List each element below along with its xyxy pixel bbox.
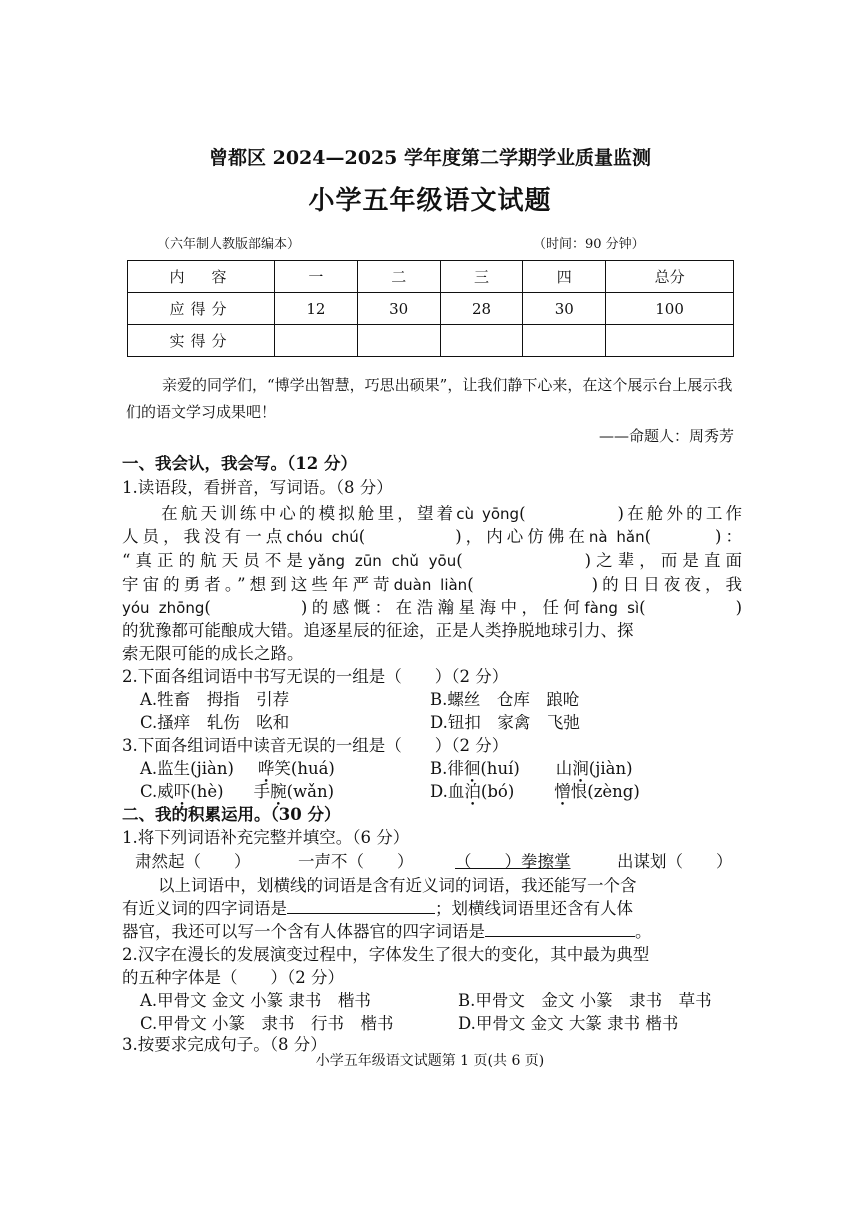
dotted-char: 腕 [270, 782, 287, 801]
score-col-2: 二 [357, 261, 440, 293]
option-d[interactable]: D.甲骨文 金文 大篆 隶书 楷书 [458, 1014, 679, 1033]
option-text: 山 [555, 759, 573, 778]
option-a[interactable]: A.牲畜 拇指 引荐 [140, 690, 290, 709]
passage-text: 之辈，而是直面 [591, 551, 743, 570]
dotted-char: 憎 [554, 782, 571, 801]
max-score-2: 30 [357, 293, 440, 325]
q2-1-text-2 [122, 895, 742, 919]
idiom-blank: （ ） [455, 852, 521, 871]
page-footer: 小学五年级语文试题第 1 页(共 6 页) [315, 1053, 545, 1069]
actual-score-total[interactable] [606, 325, 734, 357]
q1-3-title: 3.下面各组词语中读音无误的一组是（ ）（2 分） [122, 736, 509, 755]
score-table-row [128, 293, 734, 325]
section-1-title: 一、我会认，我会写。（12 分） [122, 454, 357, 473]
max-score-3: 28 [440, 293, 523, 325]
option-a[interactable]: A.甲骨文 金文 小篆 隶书 楷书 [140, 991, 371, 1010]
passage-text: 人员，我没有一点 [122, 527, 287, 546]
actual-score-1[interactable] [275, 325, 358, 357]
row-label-actual: 实得分 [128, 325, 275, 357]
pinyin: fàng sì [584, 599, 640, 617]
q2-2-title-1: 2.汉字在漫长的发展演变过程中，字体发生了很大的变化，其中最为典型 [122, 945, 650, 964]
exam-subtitle: 小学五年级语文试题 [308, 186, 552, 216]
dotted-char: 泊 [464, 782, 481, 801]
passage-text: 宇宙的勇者。”想到这些年严苛 [122, 575, 394, 594]
passage-line-1: 在航天训练中心的模拟舱里，望着cù yōng( )在舱外的工作 [158, 504, 743, 523]
intro-text: 亲爱的同学们，“博学出智慧，巧思出硕果”，让我们静下心来，在这个展示台上展示我们的语文学习成果吧！ [126, 376, 733, 421]
actual-score-2[interactable] [357, 325, 440, 357]
max-score-4: 30 [523, 293, 606, 325]
max-score-1: 12 [275, 293, 358, 325]
option-text: (jiàn) [588, 759, 633, 778]
score-table-row [128, 325, 734, 357]
q2-1-text: 有近义词的四字词语是 [122, 899, 287, 918]
option-b[interactable] [430, 755, 633, 779]
dotted-char: 涧 [572, 759, 589, 778]
option-d[interactable]: D.钮扣 家禽 飞弛 [430, 713, 580, 732]
option-b[interactable]: B.甲骨文 金文 小篆 隶书 草书 [458, 991, 712, 1010]
score-table-header-row [128, 261, 734, 293]
passage-line-2: 人员，我没有一点chóu chú( )，内心仿佛在nà hǎn( )： [122, 527, 743, 546]
option-text: A.监 [140, 759, 174, 778]
q1-2-title: 2.下面各组词语中书写无误的一组是（ ）（2 分） [122, 667, 509, 686]
answer-line[interactable] [287, 897, 435, 914]
option-text: 笑(huá) [274, 759, 335, 778]
pinyin: cù yōng [456, 505, 520, 523]
passage-line-3: “真正的航天员不是yǎng zūn chǔ yōu( )之辈，而是直面 [122, 551, 743, 570]
score-col-label: 内 容 [128, 261, 275, 293]
passage-text: “真正的航天员不是 [122, 551, 308, 570]
q2-1-text-3 [122, 918, 742, 942]
author-credit: ——命题人：周秀芳 [598, 427, 734, 445]
score-col-3: 三 [440, 261, 523, 293]
dotted-char: 徊 [463, 759, 481, 778]
passage-line-6: 的犹豫都可能酿成大错。追逐星辰的征途，正是人类挣脱地球引力、探 [122, 621, 634, 640]
option-d[interactable] [430, 778, 640, 802]
passage-text: ，内心仿佛在 [461, 527, 589, 546]
passage-line-7: 索无限可能的成长之路。 [122, 644, 304, 663]
q2-2-title-2: 的五种字体是（ ）（2 分） [122, 968, 344, 987]
option-a[interactable] [140, 755, 335, 779]
option-text: (huí) [480, 759, 520, 778]
passage-line-5: yóu zhōng( )的感慨：在浩瀚星海中，任何fàng sì( ) [122, 598, 742, 617]
option-text: 生(jiàn) [173, 759, 234, 778]
option-text: B.徘 [430, 759, 464, 778]
option-text: (wǎn) [286, 782, 335, 801]
option-text: C.威 [140, 782, 174, 801]
idiom-text: 拳擦掌 [521, 852, 571, 871]
passage-line-4: 宇宙的勇者。”想到这些年严苛duàn liàn( )的日日夜夜，我 [122, 575, 743, 594]
pinyin: chóu chú [286, 528, 359, 546]
option-b[interactable]: B.螺丝 仓库 踉呛 [430, 690, 580, 709]
edition-note: （六年制人教版部编本） [157, 237, 301, 252]
pinyin: nà hǎn [588, 528, 645, 546]
q2-1-text-1: 以上词语中，划横线的词语是含有近义词的词语，我还能写一个含 [158, 876, 637, 895]
q2-1-text: ；划横线词语里还含有人体 [435, 899, 633, 918]
pinyin: yóu zhōng [122, 599, 205, 617]
passage-text: 的日日夜夜，我 [598, 575, 743, 594]
option-text: (bó) [480, 782, 515, 801]
pinyin: duàn liàn [393, 576, 468, 594]
dotted-char: 吓 [173, 782, 191, 801]
exam-title: 曾都区 2024—2025 学年度第二学期学业质量监测 [209, 147, 651, 169]
option-text: 恨(zèng) [570, 782, 640, 801]
q1-1-title: 1.读语段，看拼音，写词语。（8 分） [122, 478, 393, 497]
time-limit: （时间：90 分钟） [533, 237, 645, 252]
max-score-total: 100 [606, 293, 734, 325]
idiom-fill-1[interactable]: 肃然起（ ） [135, 852, 251, 871]
q2-3-title: 3.按要求完成句子。（8 分） [122, 1035, 327, 1054]
pinyin: yǎng zūn chǔ yōu [307, 552, 457, 570]
idiom-fill-3[interactable] [455, 848, 571, 872]
option-c[interactable]: C.搔痒 轧伤 吆和 [140, 713, 290, 732]
option-text: 手 [253, 782, 271, 801]
idiom-fill-2[interactable]: 一声不（ ） [298, 852, 414, 871]
actual-score-4[interactable] [523, 325, 606, 357]
passage-text: 的感慨：在浩瀚星海中，任何 [307, 598, 585, 617]
passage-text: 在航天训练中心的模拟舱里，望着 [158, 504, 457, 523]
q2-1-title: 1.将下列词语补充完整并填空。（6 分） [122, 828, 410, 847]
actual-score-3[interactable] [440, 325, 523, 357]
section-2-title: 二、我的积累运用。（30 分） [122, 805, 341, 824]
option-c[interactable] [140, 778, 334, 802]
idiom-fill-4[interactable]: 出谋划（ ） [617, 852, 733, 871]
option-text: (hè) [190, 782, 224, 801]
score-col-total: 总分 [606, 261, 734, 293]
option-c[interactable]: C.甲骨文 小篆 隶书 行书 楷书 [140, 1014, 394, 1033]
dotted-char: 哗 [257, 759, 275, 778]
score-col-4: 四 [523, 261, 606, 293]
q2-1-text: 。 [635, 922, 652, 941]
q2-1-text: 器官，我还可以写一个含有人体器官的四字词语是 [122, 922, 485, 941]
score-col-1: 一 [275, 261, 358, 293]
score-table [127, 260, 734, 357]
row-label-max: 应得分 [128, 293, 275, 325]
answer-line[interactable] [485, 920, 635, 937]
option-text: D.血 [430, 782, 465, 801]
passage-text: 在舱外的工作 [623, 504, 743, 523]
